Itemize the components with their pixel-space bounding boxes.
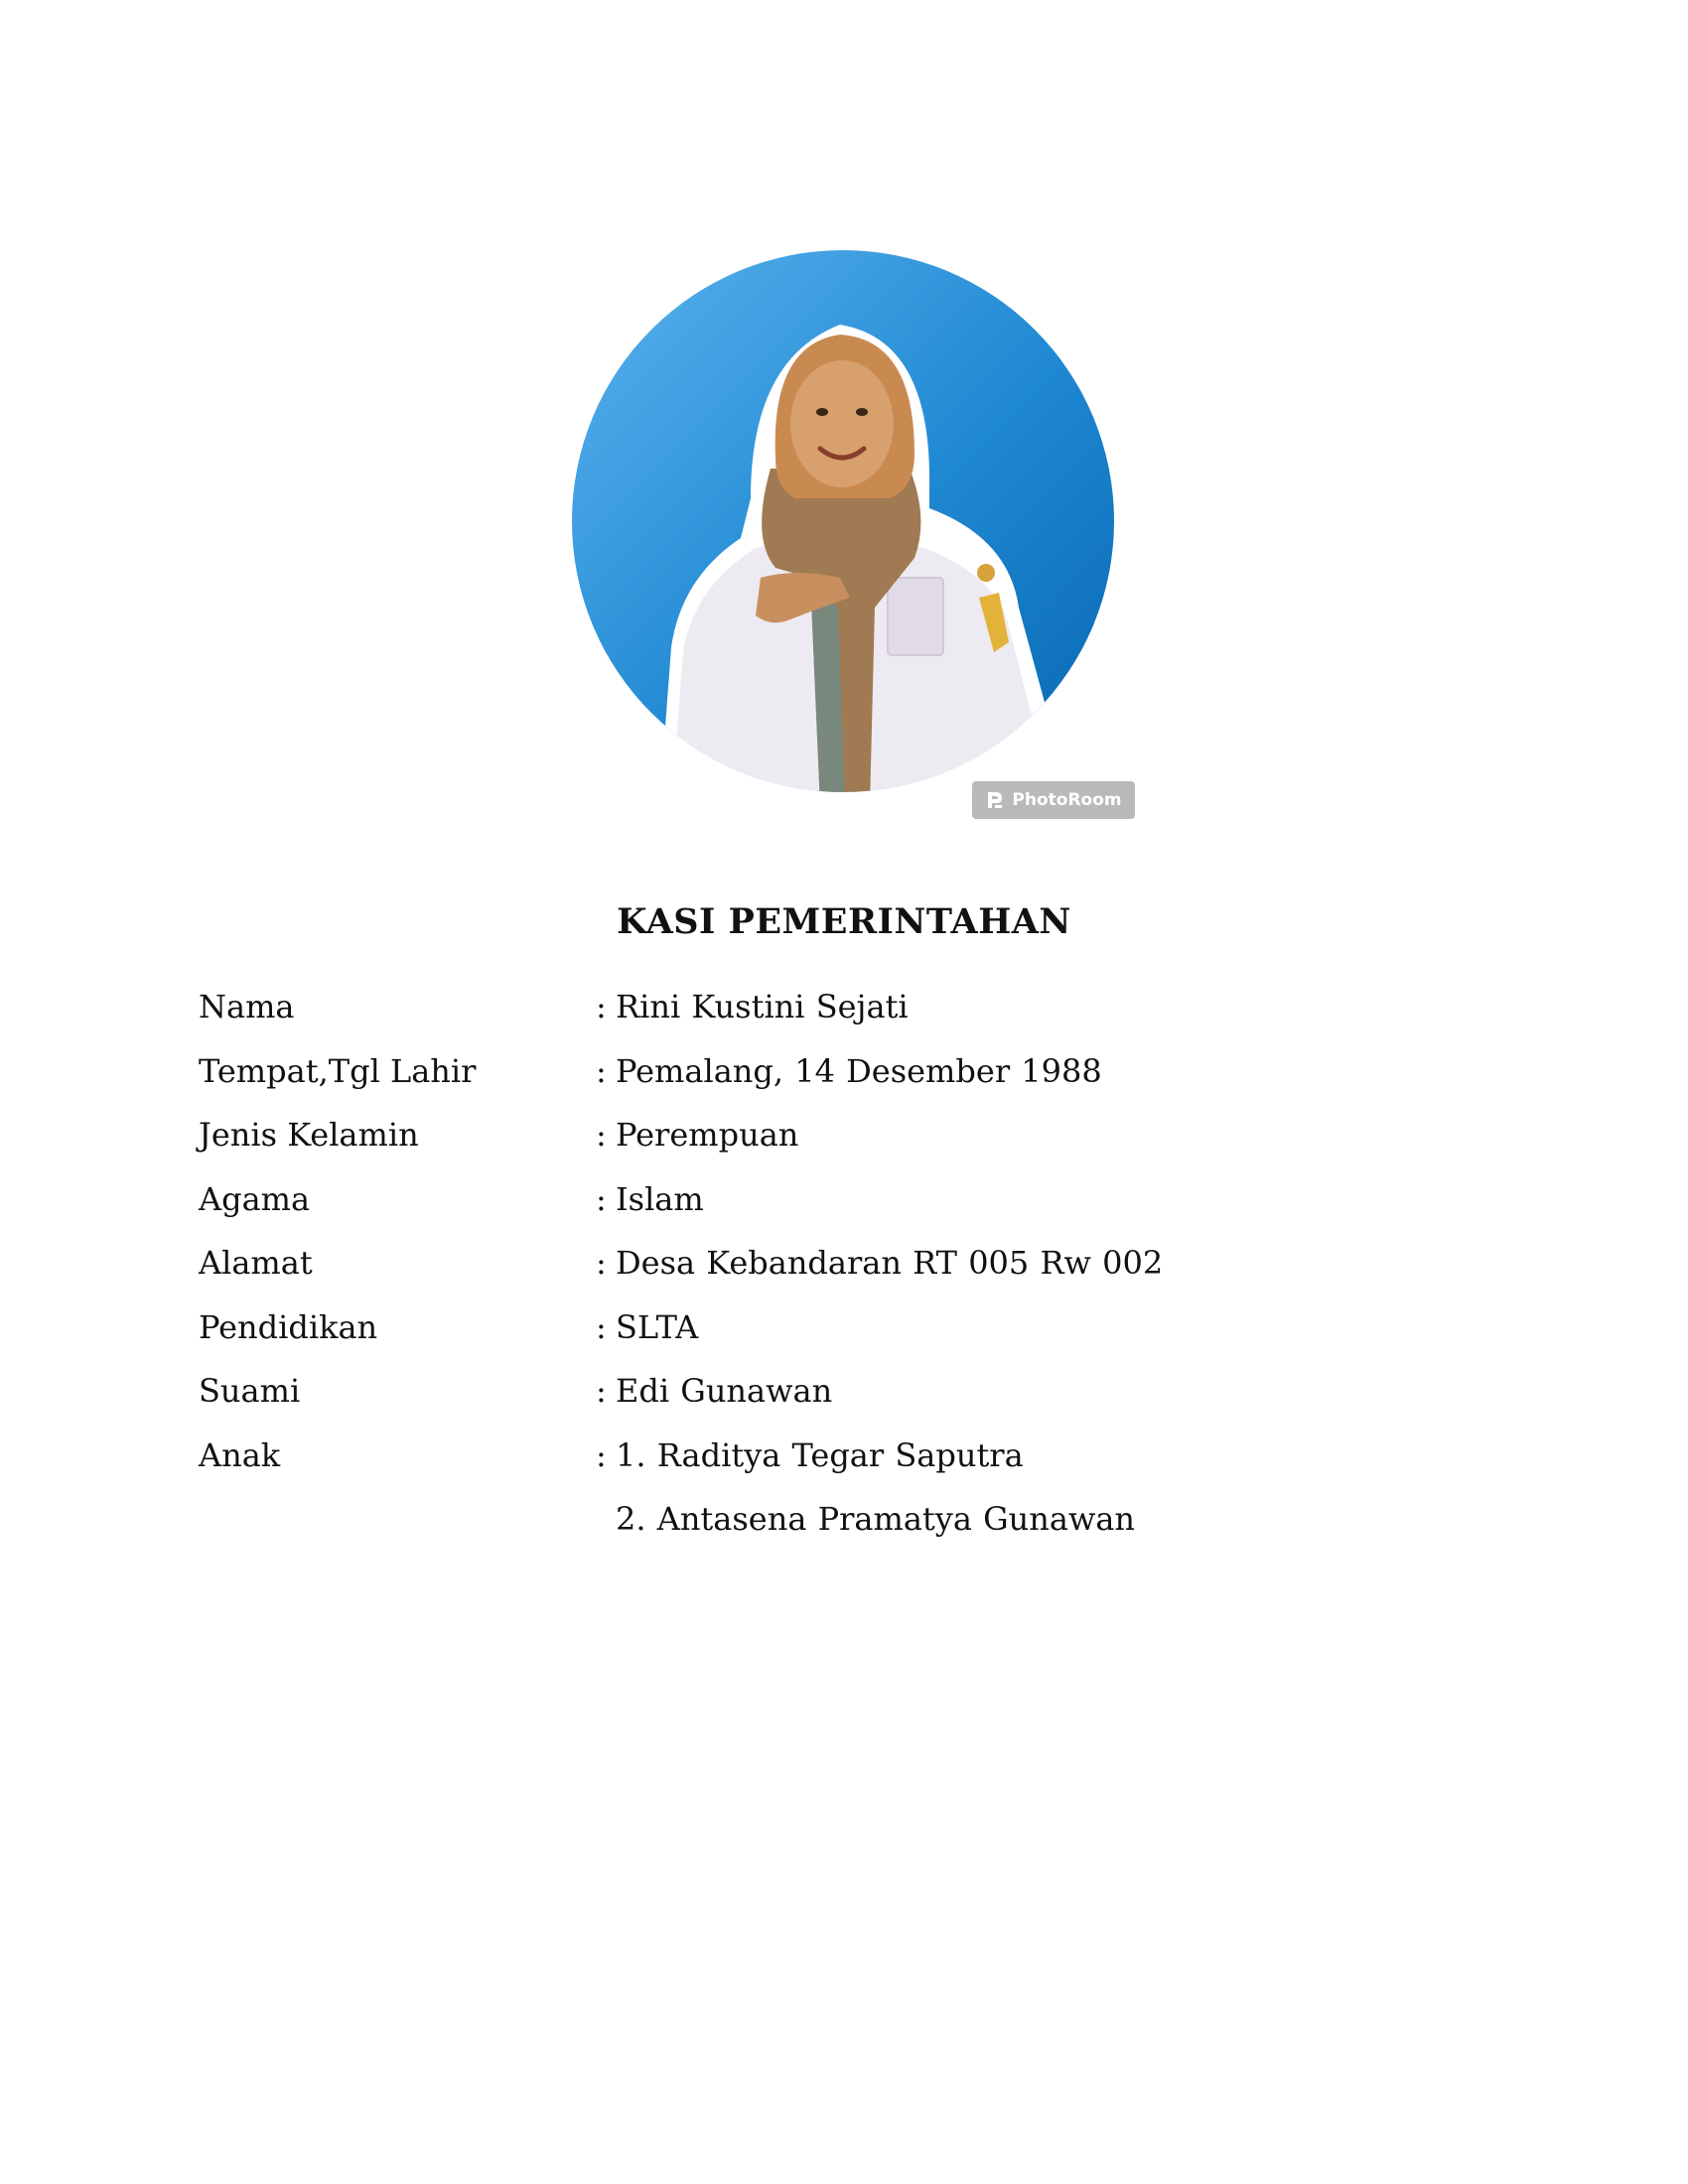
field-value: Desa Kebandaran RT 005 Rw 002: [616, 1244, 1164, 1283]
field-value: Edi Gunawan: [616, 1372, 833, 1411]
biodata-row-alamat: [199, 1231, 1489, 1296]
biodata-row-pendidikan: [199, 1296, 1489, 1360]
watermark-text: PhotoRoom: [1012, 790, 1122, 810]
photoroom-logo-icon: [985, 790, 1005, 810]
biodata-row-jenis-kelamin: [199, 1103, 1489, 1167]
field-separator: :: [596, 1116, 607, 1155]
field-separator: :: [596, 1307, 607, 1346]
field-label: Tempat,Tgl Lahir: [199, 1051, 477, 1090]
field-value: Pemalang, 14 Desember 1988: [616, 1051, 1102, 1090]
field-value: Perempuan: [616, 1116, 799, 1155]
photoroom-watermark: [972, 781, 1135, 819]
field-label: Nama: [199, 988, 295, 1026]
profile-photo: [572, 250, 1114, 792]
biodata-row-agama: [199, 1167, 1489, 1232]
biodata-row-anak-continued: [199, 1487, 1489, 1552]
page-title: KASI PEMERINTAHAN: [617, 901, 1071, 942]
field-value: Rini Kustini Sejati: [616, 988, 909, 1026]
field-label: Jenis Kelamin: [199, 1116, 419, 1155]
field-label: Agama: [199, 1179, 311, 1218]
biodata-row-anak: [199, 1424, 1489, 1488]
field-label: Alamat: [199, 1244, 313, 1283]
biodata-list: [199, 975, 1489, 1552]
field-separator: :: [596, 1051, 607, 1090]
field-separator: :: [596, 1179, 607, 1218]
field-value: 1. Raditya Tegar Saputra: [616, 1435, 1024, 1474]
field-value: 2. Antasena Pramatya Gunawan: [616, 1500, 1136, 1539]
biodata-row-nama: [199, 975, 1489, 1039]
field-label: Suami: [199, 1372, 301, 1411]
field-label: Pendidikan: [199, 1307, 378, 1346]
field-separator: :: [596, 1372, 607, 1411]
portrait-photo-icon: [572, 250, 1114, 792]
field-value: SLTA: [616, 1307, 699, 1346]
biodata-row-suami: [199, 1359, 1489, 1424]
biodata-row-tempat-tgl-lahir: [199, 1039, 1489, 1104]
field-value: Islam: [616, 1179, 704, 1218]
field-separator: :: [596, 1435, 607, 1474]
field-separator: :: [596, 1244, 607, 1283]
field-label: Anak: [199, 1435, 281, 1474]
field-separator: :: [596, 988, 607, 1026]
